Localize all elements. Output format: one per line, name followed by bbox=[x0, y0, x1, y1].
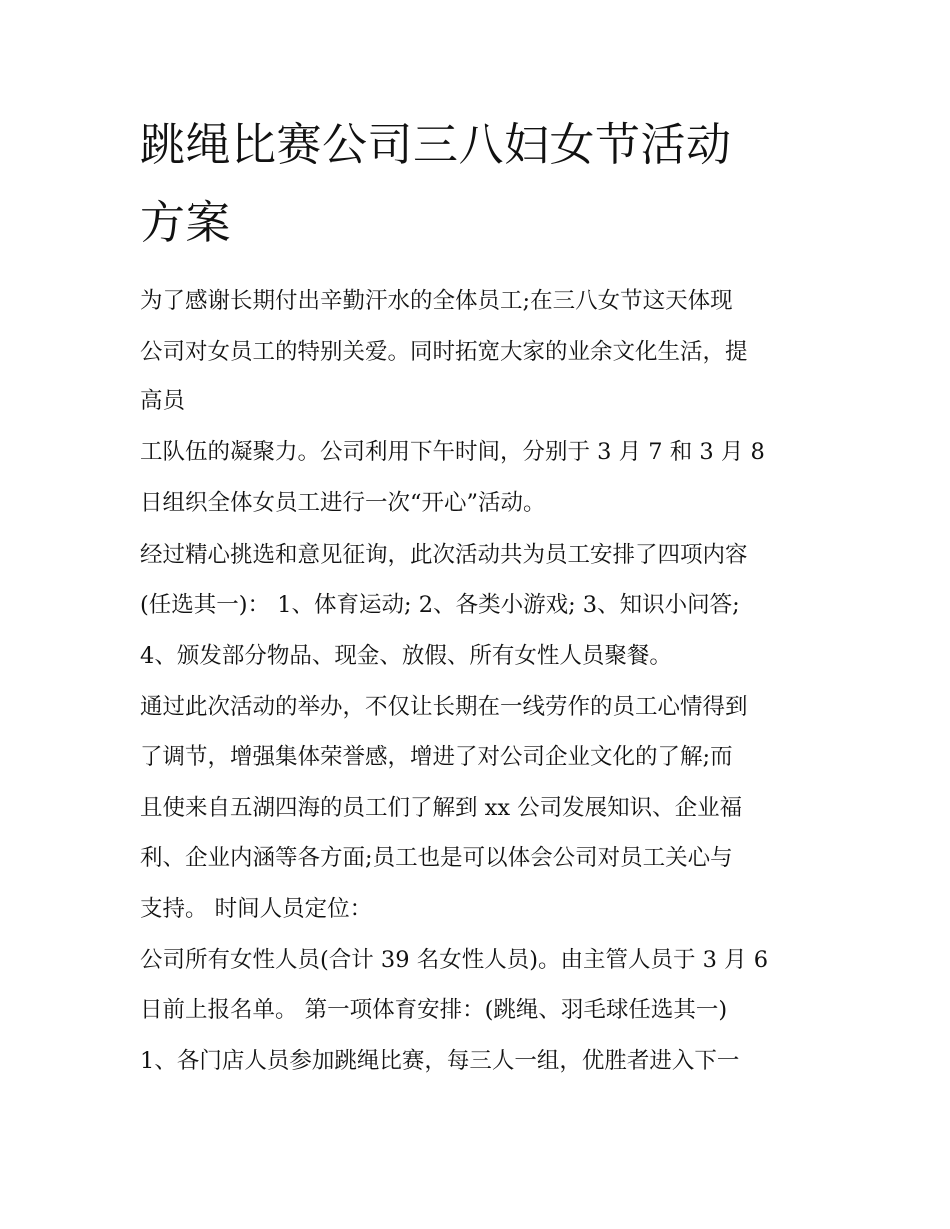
body-line-16: 1、各门店人员参加跳绳比赛，每三人一组，优胜者进入下一 bbox=[140, 1048, 740, 1074]
body-line-13: 支持。 时间人员定位： bbox=[140, 896, 373, 922]
body-line-14: 公司所有女性人员(合计 39 名女性人员)。由主管人员于 3 月 6 bbox=[140, 947, 769, 973]
body-line-5: 日组织全体女员工进行一次“开心”活动。 bbox=[140, 490, 546, 516]
body-line-8: 4、颁发部分物品、现金、放假、所有女性人员聚餐。 bbox=[140, 643, 672, 669]
body-line-10: 了调节，增强集体荣誉感，增进了对公司企业文化的了解;而 bbox=[140, 744, 733, 770]
body-line-6: 经过精心挑选和意见征询，此次活动共为员工安排了四项内容 bbox=[140, 542, 748, 568]
body-line-3: 高员 bbox=[140, 388, 186, 414]
document-title-line-2: 方案 bbox=[140, 196, 232, 249]
body-line-1: 为了感谢长期付出辛勤汗水的全体员工;在三八女节这天体现 bbox=[140, 288, 733, 314]
document-title-line-1: 跳绳比赛公司三八妇女节活动 bbox=[140, 118, 732, 171]
body-line-2: 公司对女员工的特别关爱。同时拓宽大家的业余文化生活，提 bbox=[140, 339, 748, 365]
body-line-12: 利、企业内涵等各方面;员工也是可以体会公司对员工关心与 bbox=[140, 845, 733, 871]
body-line-4: 工队伍的凝聚力。公司利用下午时间，分别于 3 月 7 和 3 月 8 bbox=[140, 439, 765, 465]
body-line-7: (任选其一)： 1、体育运动; 2、各类小游戏; 3、知识小问答; bbox=[140, 592, 740, 618]
body-line-9: 通过此次活动的举办，不仅让长期在一线劳作的员工心情得到 bbox=[140, 694, 748, 720]
body-line-15: 日前上报名单。 第一项体育安排：(跳绳、羽毛球任选其一) bbox=[140, 997, 728, 1023]
body-line-11: 且使来自五湖四海的员工们了解到 xx 公司发展知识、企业福 bbox=[140, 795, 743, 821]
